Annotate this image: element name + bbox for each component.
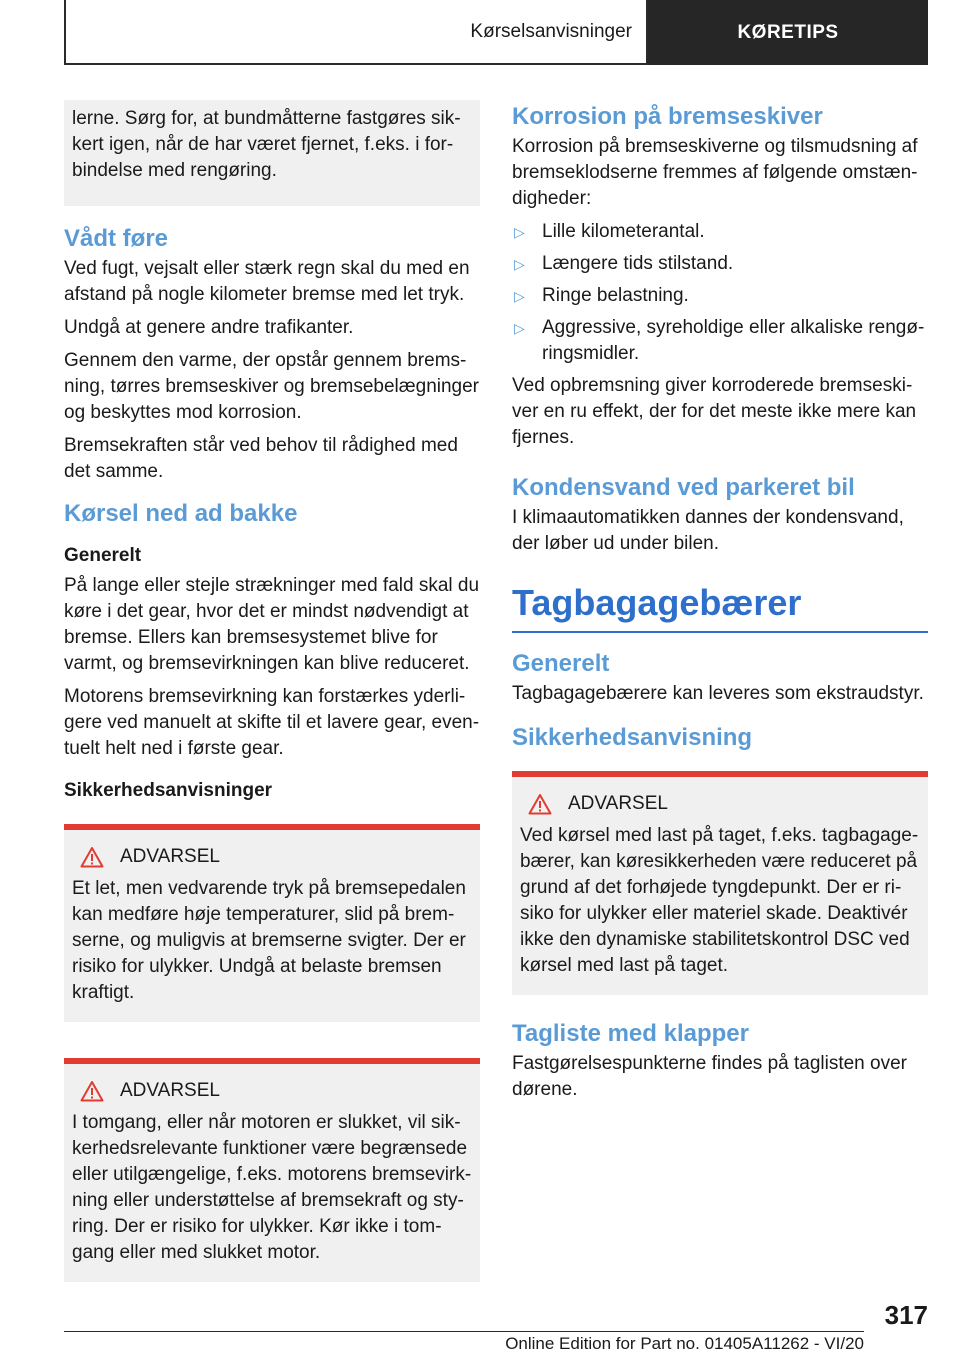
triangle-right-outline-icon: ▷ (514, 320, 525, 336)
triangle-right-outline-icon: ▷ (514, 256, 525, 272)
left-column (64, 100, 480, 1304)
triangle-right-outline-icon: ▷ (514, 224, 525, 240)
warning-label: ADVARSEL (568, 793, 668, 814)
paragraph: Tagbagagebærere kan leveres som ekstraudstyr. (512, 683, 924, 704)
heading-roof-general: Generelt (512, 650, 610, 677)
section-title: Kørselsanvisninger (64, 0, 648, 65)
paragraph: På lange eller stejle strækninger med fald skal du køre i det gear, hvor det er mindst nødvendigt at bremse. Ellers kan bremsesystemet blive for varmt, og bremsevirkningen kan blive reduceret. (64, 575, 480, 674)
subheading-safety: Sikkerhedsanvisninger (64, 780, 273, 801)
heading-downhill: Kørsel ned ad bakke (64, 500, 298, 527)
warning-box (64, 1058, 480, 1282)
subheading-general: Generelt (64, 545, 142, 566)
heading-condensate: Kondensvand ved parkeret bil (512, 474, 855, 501)
paragraph: Gennem den varme, der opstår gennem bremsning, tørres bremseskiver og bremsebelægninger og beskyttes mod korrosion. (64, 350, 480, 423)
list-item: ▷ Aggressive, syreholdige eller alkaliske rengøringsmidler. (512, 315, 928, 367)
footer-divider (64, 1331, 864, 1332)
warning-box (64, 824, 480, 1022)
page-number: 317 (884, 1300, 928, 1330)
warning-triangle-icon (528, 793, 552, 815)
warning-text: I tomgang, eller når motoren er slukket, vil sikkerhedsrelevante funktioner være begrænsede eller utilgængelige, f.eks. motorens bremsevirkning eller understøttelse af bremsekraft og styring. Der er risiko for ulykker. Kør ikke i tomgang eller med slukket motor. (72, 1112, 472, 1263)
triangle-right-outline-icon: ▷ (514, 288, 525, 304)
paragraph: Ved opbremsning giver korroderede bremseskiver en ru effekt, der for det meste ikke mere kan fjernes. (512, 375, 917, 448)
heading-brake-corrosion: Korrosion på bremseskiver (512, 103, 823, 130)
warning-triangle-icon (80, 1080, 104, 1102)
warning-header (80, 844, 472, 870)
heading-roof-rail: Tagliste med klapper (512, 1020, 749, 1047)
paragraph: I klimaautomatikken dannes der kondensvand, der løber ud under bilen. (512, 507, 904, 554)
warning-header (80, 1078, 472, 1104)
paragraph: Motorens bremsevirkning kan forstærkes yderligere ved manuelt at skifte til et lavere gear, eventuelt helt ned i første gear. (64, 686, 480, 759)
paragraph: Undgå at genere andre trafikanter. (64, 317, 354, 338)
paragraph: Bremsekraften står ved behov til rådighed med det samme. (64, 435, 458, 482)
heading-roof-safety: Sikkerhedsanvisning (512, 724, 753, 751)
list-item: ▷ Lille kilometerantal. (512, 219, 928, 245)
chapter-tab: KØRETIPS (648, 0, 928, 65)
list-item: ▷ Ringe belastning. (512, 283, 928, 309)
warning-box (512, 771, 928, 995)
paragraph: Ved fugt, vejsalt eller stærk regn skal du med en afstand på nogle kilometer bremse med let tryk. (64, 258, 470, 305)
footer-edition: Online Edition for Part no. 01405A11262 - VI/20 (505, 1334, 864, 1353)
warning-label: ADVARSEL (120, 1080, 220, 1101)
right-column (512, 100, 928, 1110)
page-header (64, 0, 928, 65)
warning-header (528, 791, 920, 817)
warning-text: Et let, men vedvarende tryk på bremsepedalen kan medføre høje temperaturer, slid på bremserne, og muligvis at bremserne svigter. Der er risiko for ulykker. Undgå at belaste bremsen kraftigt. (72, 878, 466, 1003)
paragraph: Korrosion på bremseskiverne og tilsmudsning af bremseklodserne fremmes af følgende omstændigheder: (512, 136, 918, 209)
warning-label: ADVARSEL (120, 846, 220, 867)
warning-triangle-icon (80, 846, 104, 868)
continued-note-text: lerne. Sørg for, at bundmåtterne fastgøres sikkert igen, når de har været fjernet, f.eks. i forbindelse med rengøring. (72, 108, 461, 181)
bullet-list (512, 219, 928, 367)
paragraph: Fastgørelsespunkterne findes på taglisten over dørene. (512, 1053, 907, 1100)
continued-note-box (64, 100, 480, 206)
heading-wet-roads: Vådt føre (64, 225, 169, 252)
chapter-heading-roof-rack: Tagbagagebærer (512, 581, 928, 633)
list-item: ▷ Længere tids stilstand. (512, 251, 928, 277)
warning-text: Ved kørsel med last på taget, f.eks. tagbagagebærer, kan køresikkerheden være reduceret på grund af det forhøjede tyngdepunkt. Der er risiko for ulykker eller materiel skade. Deaktivér ikke den dynamiske stabilitetskontrol DSC ved kørsel med last på taget. (520, 825, 919, 976)
